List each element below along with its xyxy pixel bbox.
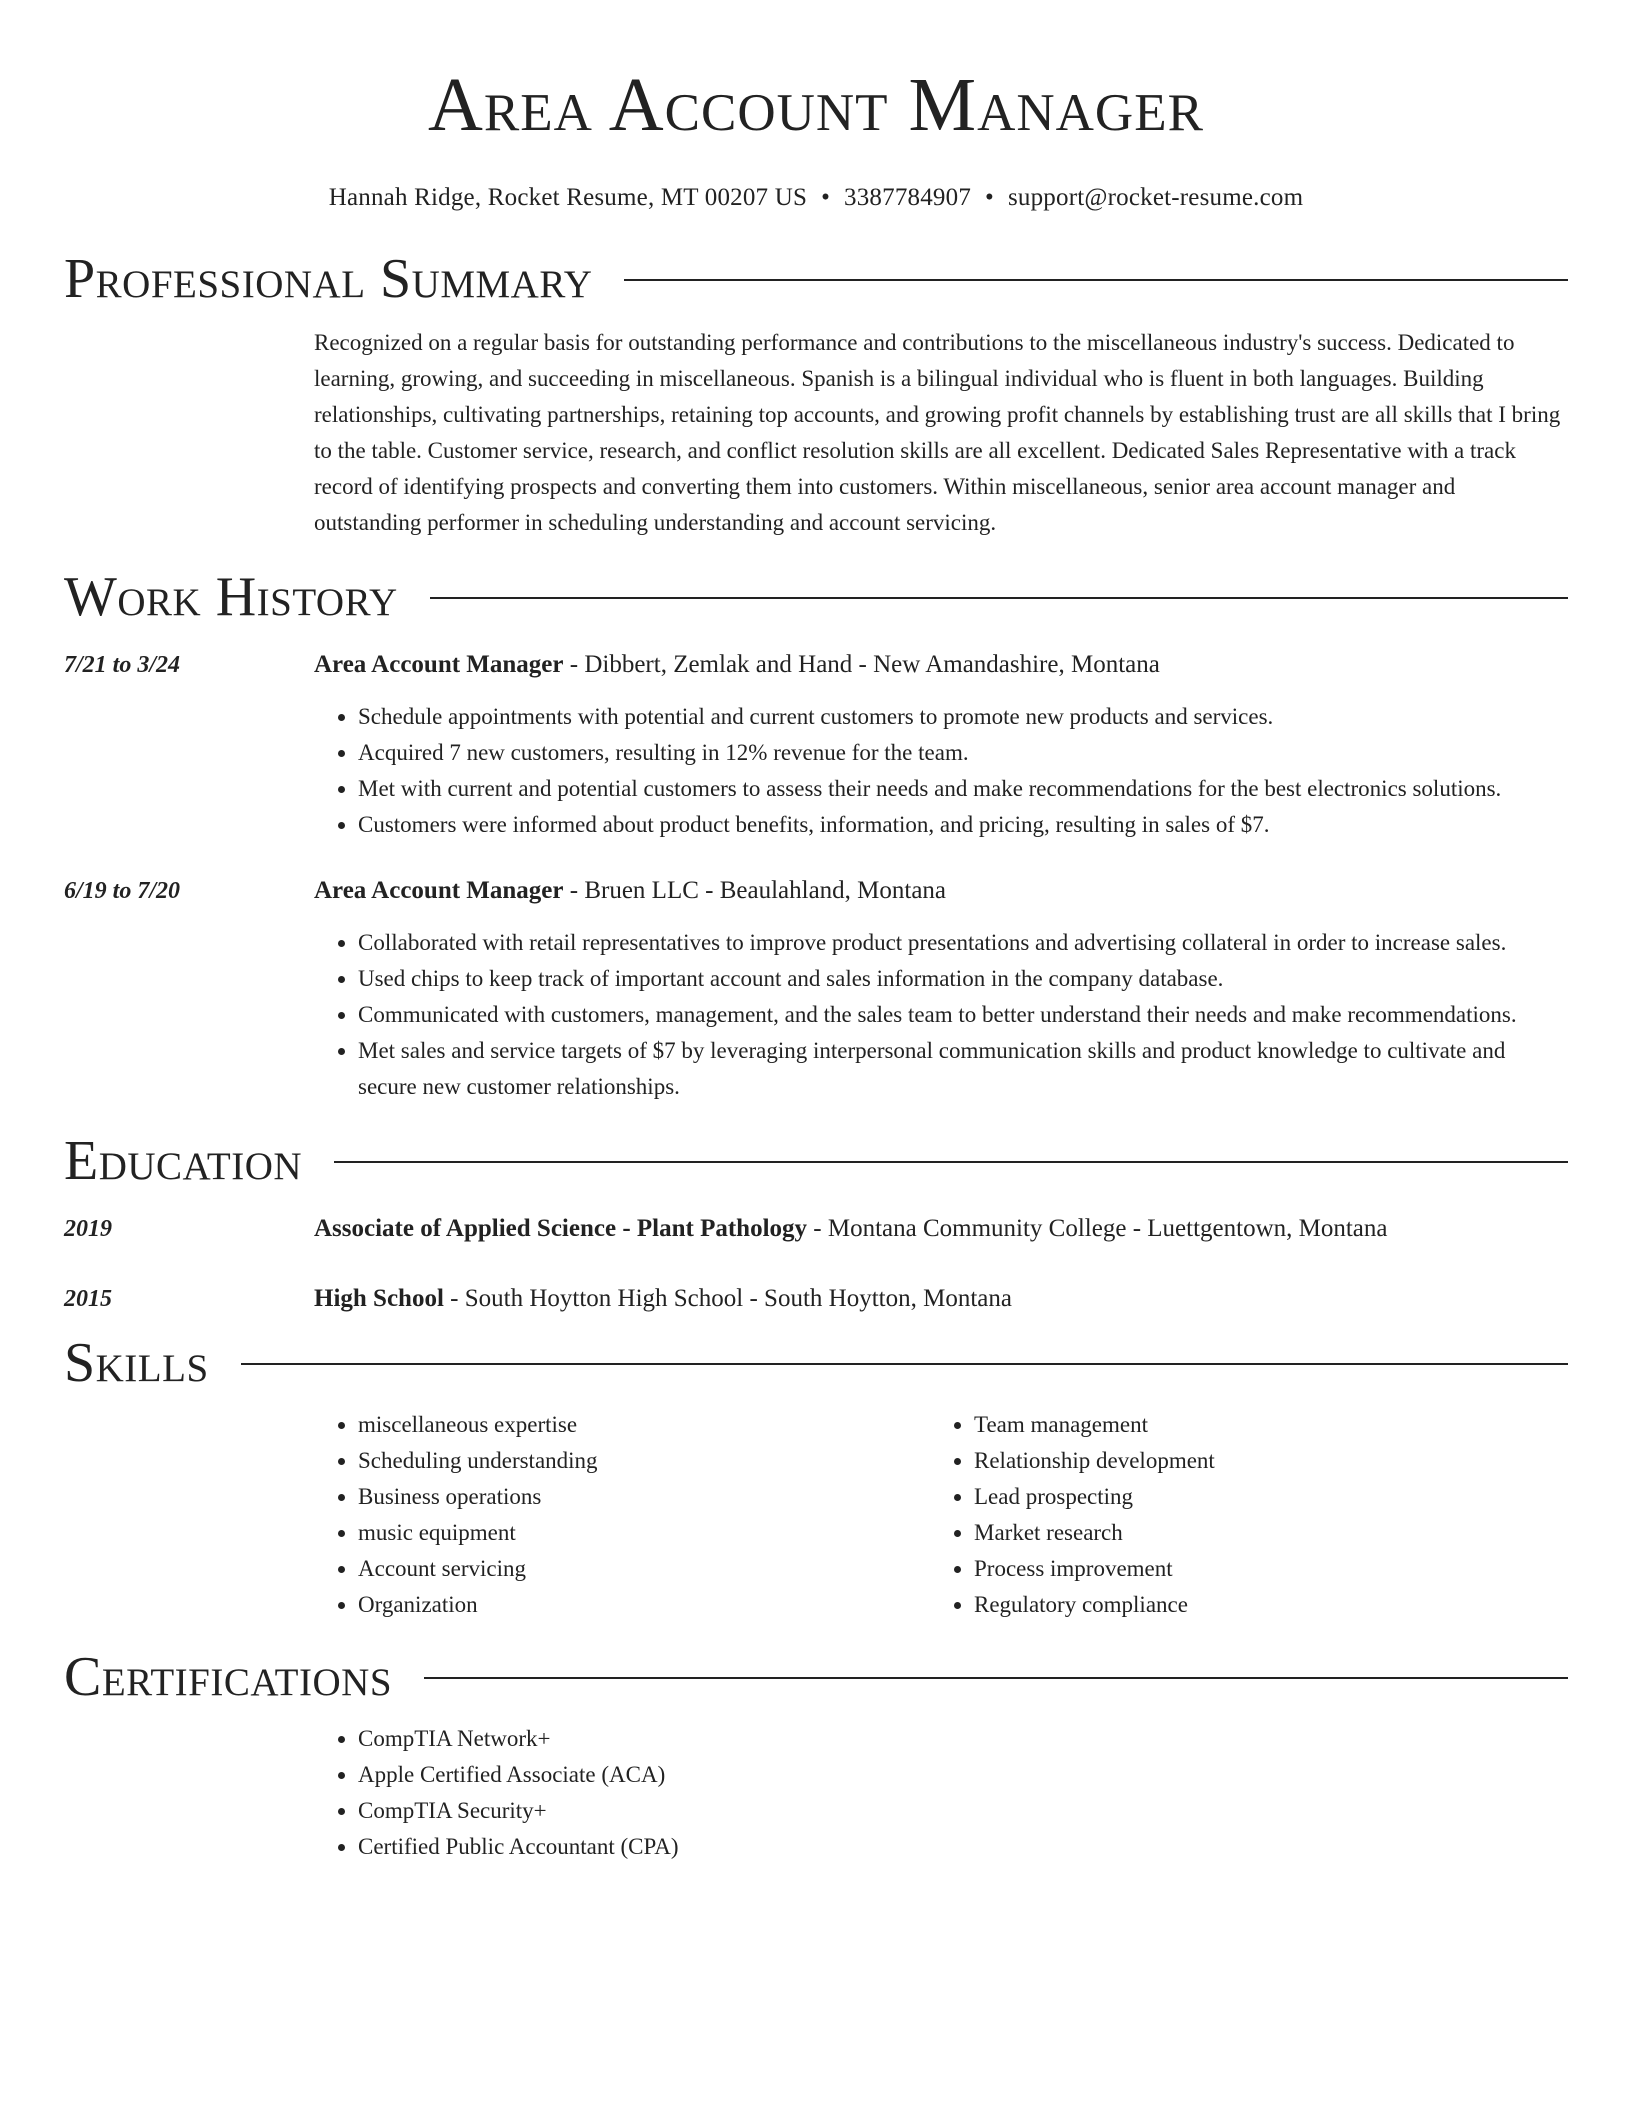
summary-text: Recognized on a regular basis for outstanding performance and contributions to the miscellaneous industry's success. Dedicated to learning, growing, and succeeding in miscellaneous. Spanish is a bilingual individual who is fluent in both languages. Building relationships, cultivating partnerships, retaining top accounts, and growing profit channels by establishing trust are all skills that I bring to the table. Customer service, research, and conflict resolution skills are all excellent. Dedicated Sales Representative with a track record of identifying prospects and converting them into customers. Within miscellaneous, senior area account manager and outstanding performer in scheduling understanding and account servicing. [314, 330, 1561, 535]
job-dates: 7/21 to 3/24 [64, 652, 181, 678]
list-item: • music equipment [358, 1515, 930, 1551]
job-entry [64, 647, 1568, 843]
list-item: • Customers were informed about product benefits, information, and pricing, resulting in sales of $7. [358, 807, 1568, 843]
skills-column-left [314, 1407, 930, 1623]
list-item: • Process improvement [974, 1551, 1546, 1587]
list-item: • Lead prospecting [974, 1479, 1546, 1515]
section-divider [424, 1677, 1568, 1679]
list-item: • Business operations [358, 1479, 930, 1515]
contact-email: support@rocket-resume.com [1007, 184, 1304, 211]
contact-separator: • [985, 184, 994, 211]
job-dates: 6/19 to 7/20 [64, 878, 181, 904]
job-company-location: - Bruen LLC - Beaulahland, Montana [563, 877, 947, 904]
skills-heading: Skills [64, 1332, 209, 1394]
work-section-header [64, 565, 1568, 629]
list-item: • Acquired 7 new customers, resulting in 12% revenue for the team. [358, 735, 1568, 771]
contact-address: Hannah Ridge, Rocket Resume, MT 00207 US [328, 184, 808, 211]
list-item: • Regulatory compliance [974, 1587, 1546, 1623]
contact-phone: 3387784907 [844, 184, 972, 211]
education-section-header [64, 1129, 1568, 1193]
list-item: • Schedule appointments with potential and current customers to promote new products and services. [358, 699, 1568, 735]
job-bullets [314, 699, 1568, 843]
list-item: • Relationship development [974, 1443, 1546, 1479]
list-item: • Met with current and potential customers to assess their needs and make recommendations for the best electronics solutions. [358, 771, 1568, 807]
contact-separator: • [821, 184, 831, 211]
skills-list [314, 1407, 1568, 1623]
list-item: • CompTIA Network+ [358, 1721, 1568, 1757]
certifications-section-header [64, 1645, 1568, 1709]
list-item: • Team management [974, 1407, 1546, 1443]
list-item: • miscellaneous expertise [358, 1407, 930, 1443]
list-item: • Certified Public Accountant (CPA) [358, 1829, 1568, 1865]
job-company-location: - Dibbert, Zemlak and Hand - New Amandashire, Montana [563, 651, 1160, 678]
section-divider [334, 1161, 1568, 1163]
list-item: • CompTIA Security+ [358, 1793, 1568, 1829]
list-item: • Communicated with customers, management, and the sales team to better understand their needs and make recommendations. [358, 997, 1568, 1033]
contact-line [64, 183, 1568, 213]
job-heading [314, 647, 1568, 683]
education-entry [64, 1281, 1568, 1317]
summary-heading: Professional Summary [64, 248, 593, 310]
summary-section-header [64, 247, 1568, 311]
education-school: - Montana Community College - Luettgentown, Montana [807, 1215, 1388, 1242]
education-degree: Associate of Applied Science - Plant Pathology [314, 1215, 808, 1242]
job-title: Area Account Manager [314, 651, 564, 678]
skills-section-header [64, 1331, 1568, 1395]
list-item: • Collaborated with retail representatives to improve product presentations and advertising collateral in order to increase sales. [358, 925, 1568, 961]
section-divider [624, 279, 1568, 281]
education-heading: Education [64, 1130, 303, 1192]
education-entry [64, 1211, 1568, 1247]
education-year: 2019 [64, 1216, 112, 1242]
certifications-heading: Certifications [64, 1646, 393, 1708]
education-year: 2015 [64, 1286, 112, 1312]
list-item: • Account servicing [358, 1551, 930, 1587]
list-item: • Met sales and service targets of $7 by leveraging interpersonal communication skills and product knowledge to cultivate and secure new customer relationships. [358, 1033, 1568, 1105]
list-item: • Scheduling understanding [358, 1443, 930, 1479]
list-item: • Market research [974, 1515, 1546, 1551]
section-divider [430, 597, 1568, 599]
job-heading [314, 873, 1568, 909]
list-item: • Organization [358, 1587, 930, 1623]
resume-title: Area Account Manager [428, 63, 1204, 147]
job-title: Area Account Manager [314, 877, 564, 904]
section-divider [241, 1363, 1568, 1365]
job-bullets [314, 925, 1568, 1105]
work-heading: Work History [64, 566, 398, 628]
list-item: • Apple Certified Associate (ACA) [358, 1757, 1568, 1793]
skills-column-right [930, 1407, 1546, 1623]
education-school: - South Hoytton High School - South Hoytton, Montana [443, 1285, 1012, 1312]
list-item: • Used chips to keep track of important account and sales information in the company database. [358, 961, 1568, 997]
education-degree: High School [314, 1285, 444, 1312]
job-entry [64, 873, 1568, 1105]
certifications-list [314, 1721, 1568, 1865]
